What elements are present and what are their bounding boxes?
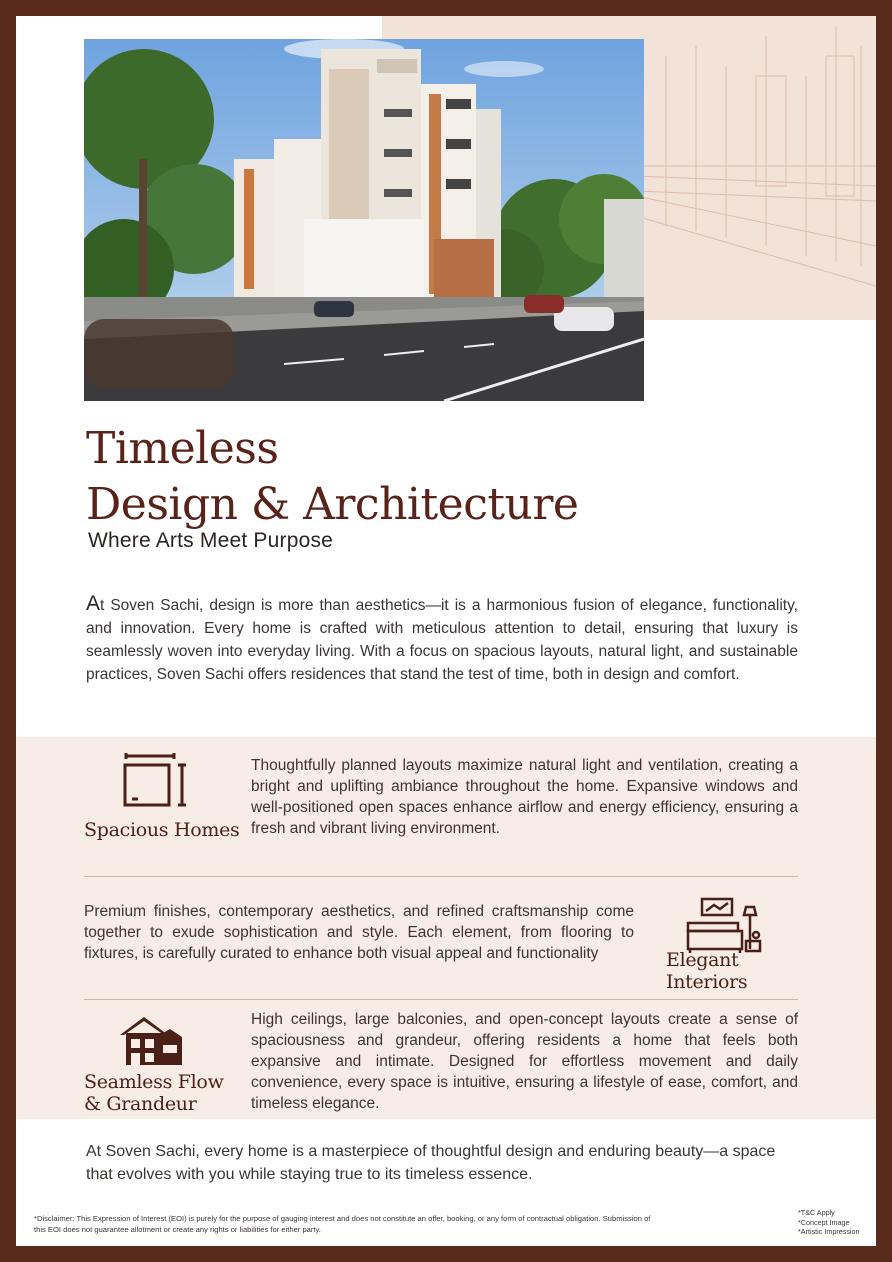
footnotes [798,1208,874,1237]
title-line-2: Design & Architecture [86,479,579,530]
feature-description: Thoughtfully planned layouts maximize natural light and ventilation, creating a bright and uplifting ambiance throughout the home. Expansive windows and well-positioned open spaces enhance airflow and energy efficiency, ensuring a fresh and vibrant living environment. [251,757,798,837]
living-room-icon [684,897,764,955]
note-concept-image: *Concept Image [798,1217,850,1227]
brochure-page [16,16,876,1246]
building-render-image [84,39,644,401]
feature-divider [84,999,798,1000]
note-tc: *T&C Apply [798,1208,835,1217]
feature-seamless-flow [84,1007,798,1115]
hero-image [84,39,644,401]
feature-label-line-1: Seamless Flow [84,1071,224,1093]
intro-text: t Soven Sachi, design is more than aesthetics—it is a harmonious fusion of elegance, functionality, and innovation. Every home is crafted with meticulous attention to detail, ensuring that luxury is seamlessly woven into everyday living. With a focus on spacious layouts, natural light, and sustainable practices, Soven Sachi offers residences that stand the test of time, both in design and comfort. [86,597,798,683]
title-line-1: Timeless [86,423,279,474]
page-subtitle: Where Arts Meet Purpose [88,529,334,552]
architecture-sketch-icon [636,16,876,320]
feature-label: Spacious Homes [84,819,240,841]
feature-label: Elegant Interiors [666,949,748,993]
intro-drop-letter: A [86,592,101,615]
house-icon [118,1015,184,1067]
feature-elegant-interiors [84,885,798,993]
feature-divider [84,876,798,877]
intro-paragraph [86,592,798,686]
feature-description: High ceilings, large balconies, and open-concept layouts create a sense of spaciousness and grandeur, offering residents a home that feels both expansive and intimate. Designed for effortless movement and daily convenience, every space is intuitive, ensuring a lifestyle of ease, comfort, and timeless elegance. [251,1011,798,1112]
note-artistic-impression: *Artistic Impression [798,1227,860,1236]
feature-label-line-2: & Grandeur [84,1093,197,1115]
feature-label [84,1071,244,1115]
feature-spacious-homes [84,753,798,863]
page-title [86,421,686,533]
features-section [16,737,876,1119]
floor-plan-icon [122,753,188,809]
disclaimer-text: *Disclaimer: This Expression of Interest (EOI) is purely for the purpose of gauging interest and does not constitute an offer, booking, or any form of contractual obligation. Submission of this EOI does not guarantee allotment or create any rights or liabilities for either party. [34,1214,651,1234]
feature-description: Premium finishes, contemporary aesthetics, and refined craftsmanship come together to exude sophistication and style. Each element, from flooring to fixtures, is carefully curated to enhance both visual appeal and functionality [84,903,634,962]
closing-paragraph: At Soven Sachi, every home is a masterpiece of thoughtful design and enduring beauty—a space that evolves with you while staying true to its timeless essence. [86,1143,776,1183]
